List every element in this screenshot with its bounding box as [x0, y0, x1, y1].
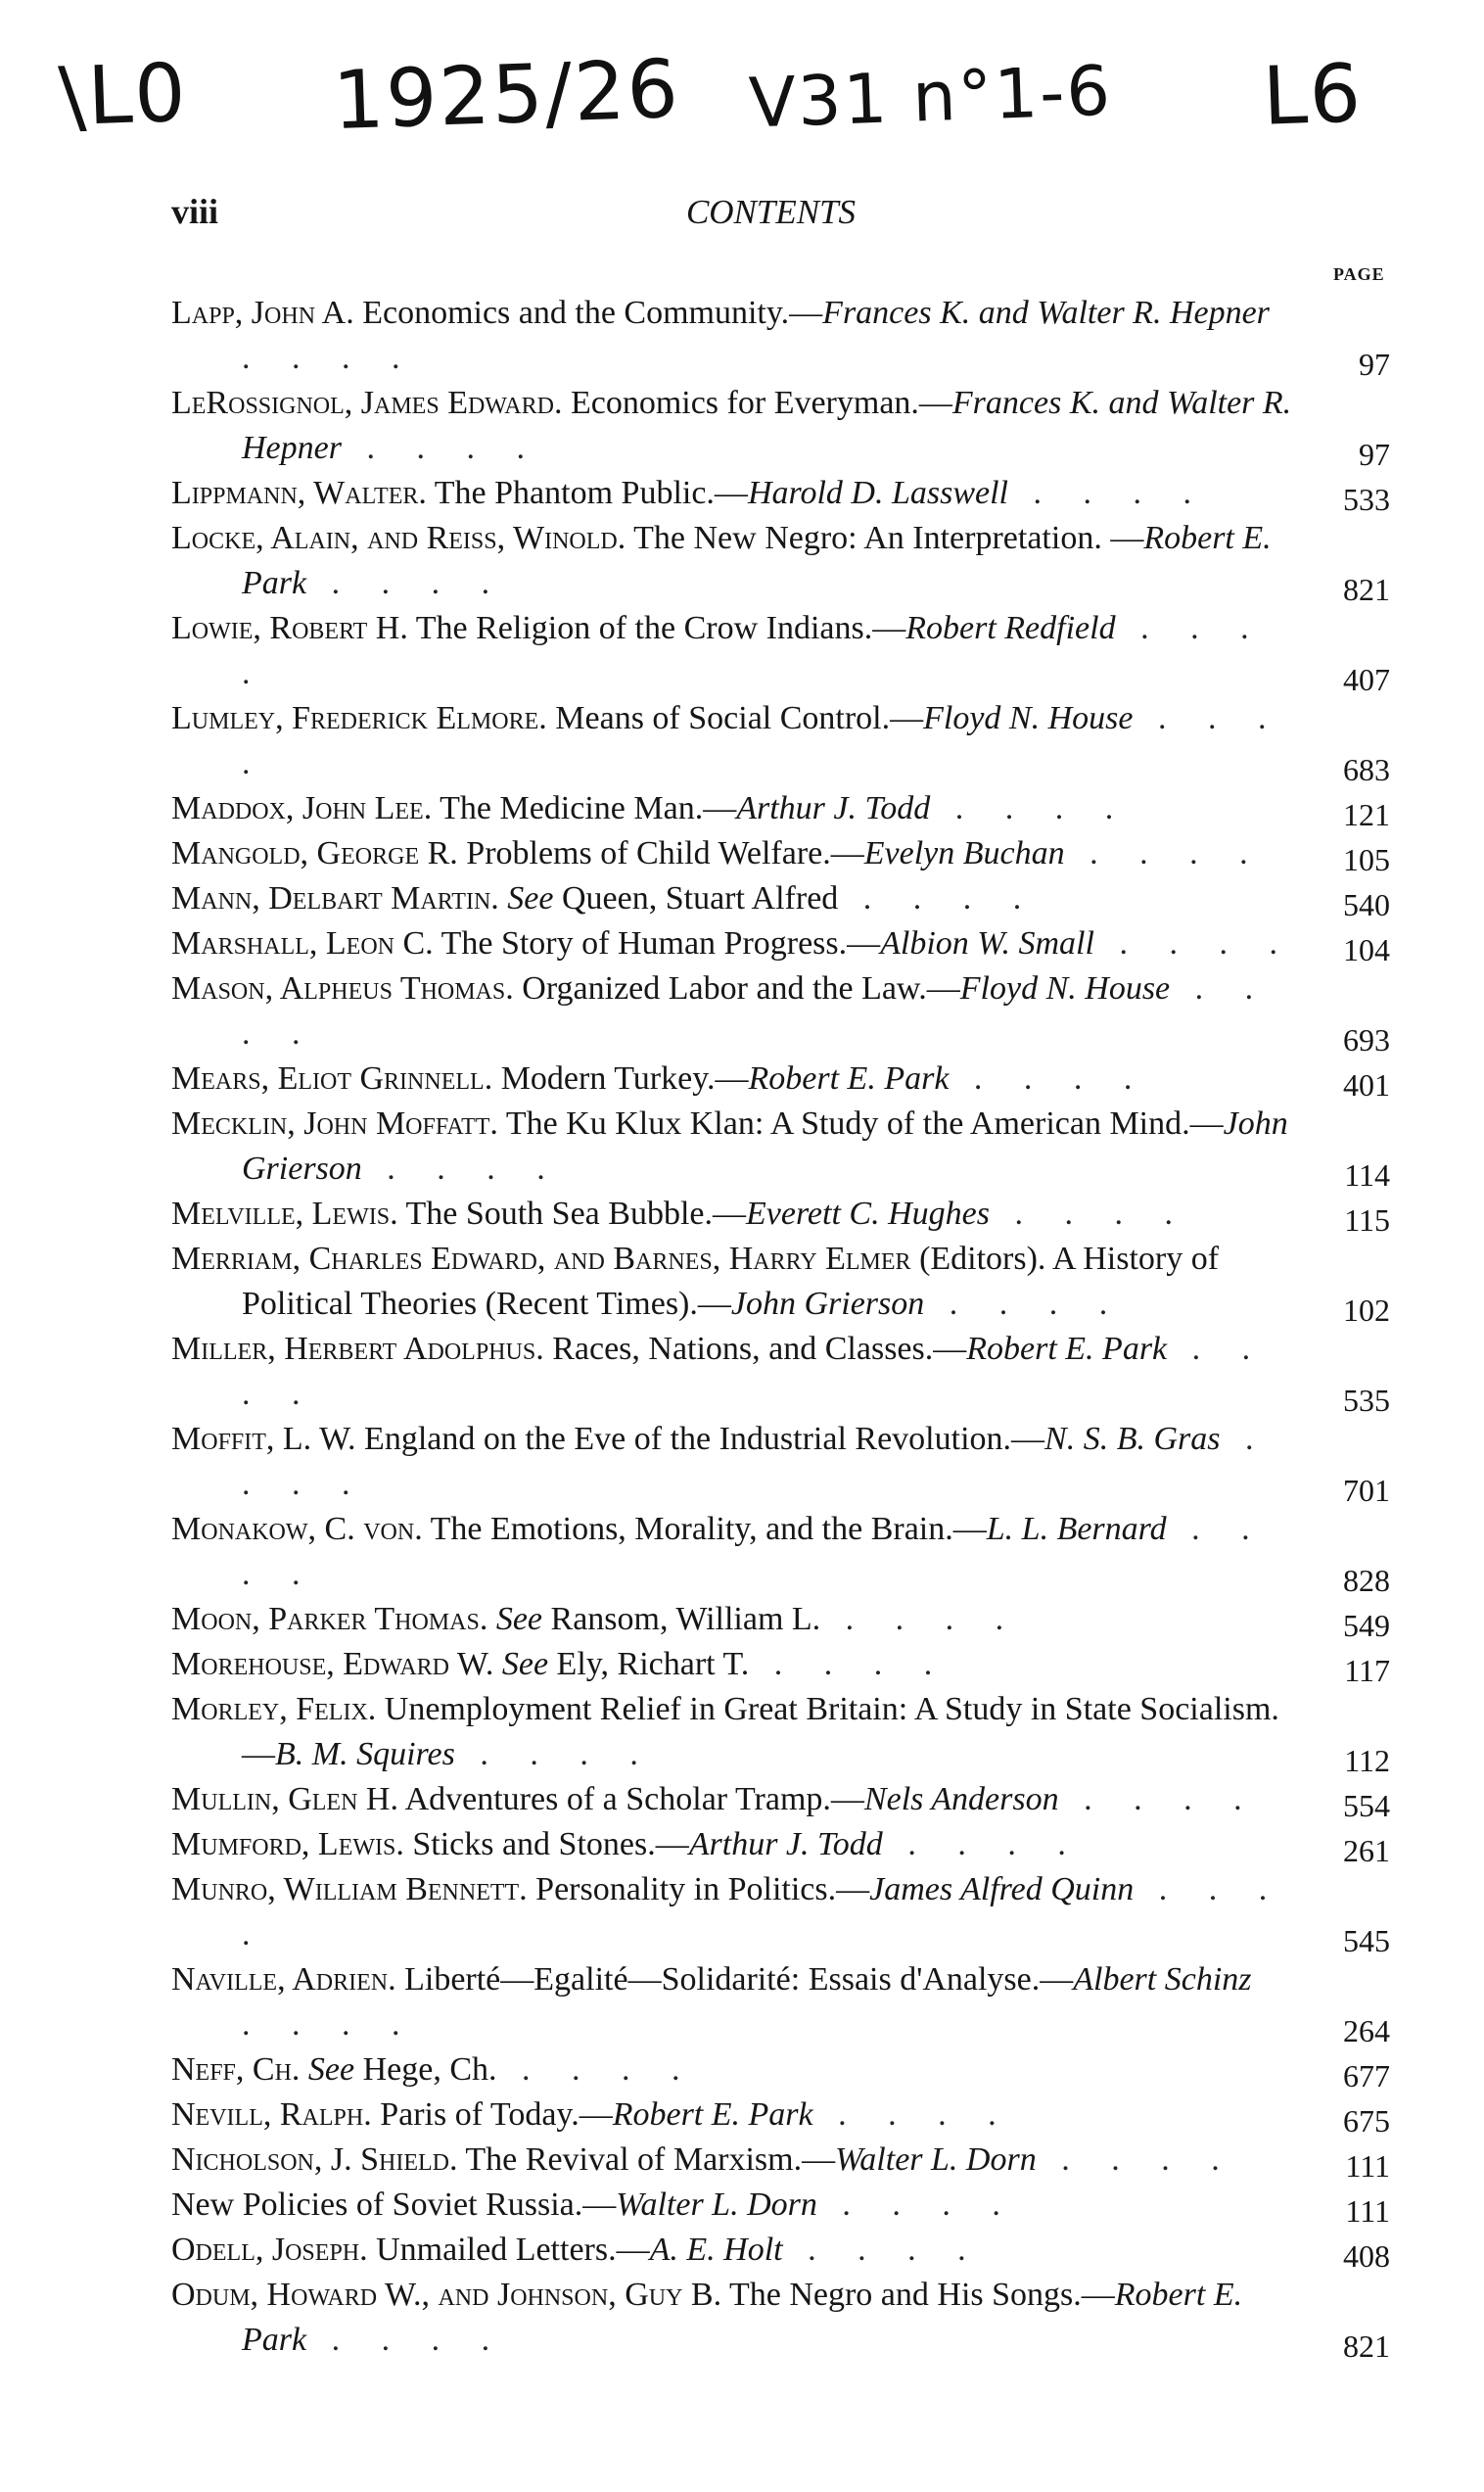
entry-author: Mears, Eliot Grinnell. [171, 1060, 493, 1097]
contents-entry [171, 1957, 1390, 2047]
leader-dots: . . . . [242, 340, 417, 376]
entry-title: Paris of Today.— [380, 2096, 613, 2133]
entry-page-number: 533 [1343, 482, 1390, 517]
entry-page-number: 121 [1343, 797, 1390, 832]
leader-dots: . . . . [782, 2232, 983, 2268]
entry-author: Munro, William Bennett. [171, 1871, 528, 1907]
entry-title: Unmailed Letters.— [376, 2232, 650, 2268]
entry-reviewer: Robert Redfield [905, 610, 1116, 646]
entry-title: Liberté—Egalité—Solidarité: Essais d'Analyse.— [404, 1961, 1074, 1998]
contents-entry [171, 876, 1390, 921]
entry-page-number: 115 [1344, 1202, 1390, 1238]
entry-title: Races, Nations, and Classes.— [552, 1331, 967, 1367]
entry-page-number: 821 [1343, 2328, 1390, 2364]
entry-author: Lumley, Frederick Elmore. [171, 700, 547, 736]
handwritten-annotation [0, 42, 1484, 186]
contents-entry [171, 516, 1390, 606]
entry-title: Ransom, William L. [550, 1601, 821, 1637]
entry-author: Nevill, Ralph. [171, 2096, 372, 2133]
entry-title: (Editors). A History of Political Theories (Recent Times).— [242, 1241, 1220, 1322]
entry-reviewer: Evelyn Buchan [863, 835, 1065, 871]
entry-reviewer: Frances K. and Walter R. Hepner [822, 295, 1270, 331]
entry-reviewer: Robert E. Park [242, 2277, 1243, 2358]
entry-author: LeRossignol, James Edward. [171, 385, 563, 421]
leader-dots: . . . . [989, 1196, 1189, 1232]
entry-page-number: 102 [1343, 1293, 1390, 1328]
entry-title: England on the Eve of the Industrial Revolution.— [364, 1421, 1045, 1457]
entry-author: Melville, Lewis. [171, 1196, 398, 1232]
entry-reviewer: Frances K. and Walter R. Hepner [242, 385, 1292, 466]
entry-title: Problems of Child Welfare.— [466, 835, 864, 871]
contents-entry [171, 2138, 1390, 2183]
entry-title: The South Sea Bubble.— [405, 1196, 746, 1232]
contents-entry [171, 1417, 1390, 1507]
entry-author: Marshall, Leon C. [171, 925, 434, 962]
entry-reviewer: Arthur J. Todd [688, 1826, 883, 1862]
entry-reviewer: Robert E. Park [966, 1331, 1168, 1367]
entry-page-number: 549 [1343, 1608, 1390, 1643]
leader-dots: . . . . [242, 1871, 1284, 1952]
entry-author: Mumford, Lewis. [171, 1826, 404, 1862]
entry-title: The Medicine Man.— [440, 790, 737, 826]
entry-title: The Phantom Public.— [434, 475, 748, 511]
contents-entry [171, 1057, 1390, 1102]
leader-dots: . . . . [820, 1601, 1021, 1637]
entry-page-number: 821 [1343, 572, 1390, 607]
entry-title: Adventures of a Scholar Tramp.— [404, 1781, 864, 1817]
entry-page-number: 828 [1343, 1563, 1390, 1598]
leader-dots: . . . . [242, 610, 1266, 691]
entry-reviewer: Robert E. Park [612, 2096, 813, 2133]
entry-page-number: 97 [1359, 347, 1390, 382]
page-column-label: PAGE [1333, 264, 1385, 284]
entry-page-number: 545 [1343, 1923, 1390, 1958]
contents-entry [171, 1687, 1390, 1777]
contents-entry [171, 696, 1390, 786]
entry-reviewer: Arthur J. Todd [736, 790, 931, 826]
contents-list [171, 291, 1390, 2363]
entry-page-number: 677 [1343, 2058, 1390, 2093]
entry-title: The Revival of Marxism.— [465, 2141, 836, 2178]
leader-dots: . . . . [1036, 2141, 1236, 2178]
entry-page-number: 97 [1359, 437, 1390, 472]
entry-title: The Religion of the Crow Indians.— [415, 610, 906, 646]
entry-page-number: 264 [1343, 2013, 1390, 2048]
contents-entry [171, 381, 1390, 471]
contents-entry [171, 1327, 1390, 1417]
entry-reviewer: Walter L. Dorn [835, 2141, 1037, 2178]
entry-title: Means of Social Control.— [555, 700, 924, 736]
entry-reviewer: Harold D. Lasswell [747, 475, 1008, 511]
entry-author: Mangold, George R. [171, 835, 458, 871]
entry-page-number: 535 [1343, 1383, 1390, 1418]
contents-entry [171, 1867, 1390, 1957]
contents-entry [171, 471, 1390, 516]
entry-author: Mason, Alpheus Thomas. [171, 970, 514, 1007]
entry-page-number: 675 [1343, 2103, 1390, 2139]
entry-title: The Negro and His Songs.— [728, 2277, 1115, 2313]
handwritten-note-4: L6 [1261, 47, 1365, 144]
contents-entry [171, 786, 1390, 831]
running-head: CONTENTS [685, 193, 857, 231]
contents-entry [171, 291, 1390, 381]
entry-see-label: See [495, 1601, 543, 1637]
contents-entry [171, 1822, 1390, 1867]
contents-entry [171, 1642, 1390, 1687]
entry-title: Personality in Politics.— [535, 1871, 870, 1907]
entry-author: Locke, Alain, and Reiss, Winold. [171, 520, 626, 556]
entry-title: The Emotions, Morality, and the Brain.— [430, 1511, 987, 1547]
entry-title: The New Negro: An Interpretation. — [633, 520, 1144, 556]
entry-author: Naville, Adrien. [171, 1961, 396, 1998]
leader-dots: . . . . [341, 430, 541, 466]
entry-author: Merriam, Charles Edward, and Barnes, Harry Elmer [171, 1241, 911, 1277]
entry-reviewer: Albion W. Small [880, 925, 1094, 962]
entry-page-number: 693 [1343, 1022, 1390, 1058]
entry-page-number: 408 [1343, 2238, 1390, 2274]
entry-title: Organized Labor and the Law.— [522, 970, 960, 1007]
leader-dots: . . . . [242, 970, 1271, 1052]
entry-page-number: 554 [1343, 1788, 1390, 1823]
entry-author: Miller, Herbert Adolphus. [171, 1331, 544, 1367]
leader-dots: . . . . [1064, 835, 1265, 871]
contents-entry [171, 1507, 1390, 1597]
entry-title: Queen, Stuart Alfred [561, 880, 839, 917]
page-header [171, 191, 1370, 240]
entry-reviewer: Robert E. Park [242, 520, 1272, 601]
entry-author: Odell, Joseph. [171, 2232, 368, 2268]
entry-title: New Policies of Soviet Russia.— [171, 2186, 617, 2223]
entry-author: Lapp, John A. [171, 295, 354, 331]
leader-dots: . . . . [1058, 1781, 1259, 1817]
entry-page-number: 683 [1343, 752, 1390, 787]
entry-author: Mann, Delbart Martin. [171, 880, 499, 917]
leader-dots: . . . . [930, 790, 1131, 826]
contents-entry [171, 606, 1390, 696]
contents-entry [171, 1192, 1390, 1237]
leader-dots: . . . . [882, 1826, 1083, 1862]
entry-title: Modern Turkey.— [500, 1060, 749, 1097]
entry-author: Lowie, Robert H. [171, 610, 408, 646]
entry-author: Lippmann, Walter. [171, 475, 427, 511]
entry-title: Hege, Ch. [362, 2051, 497, 2088]
leader-dots: . . . . [1008, 475, 1208, 511]
entry-page-number: 701 [1343, 1473, 1390, 1508]
entry-reviewer: Albert Schinz [1073, 1961, 1252, 1998]
entry-page-number: 111 [1345, 2193, 1390, 2229]
entry-author: Odum, Howard W., and Johnson, Guy B. [171, 2277, 722, 2313]
entry-page-number: 117 [1344, 1653, 1390, 1688]
entry-page-number: 114 [1344, 1157, 1390, 1193]
entry-page-number: 261 [1343, 1833, 1390, 1868]
contents-entry [171, 2183, 1390, 2228]
entry-see-label: See [507, 880, 554, 917]
entry-reviewer: L. L. Bernard [986, 1511, 1167, 1547]
contents-entry [171, 1237, 1390, 1327]
entry-title: Economics and the Community.— [362, 295, 823, 331]
entry-reviewer: James Alfred Quinn [869, 1871, 1135, 1907]
leader-dots: . . . . [838, 880, 1039, 917]
contents-entry [171, 831, 1390, 876]
entry-reviewer: Floyd N. House [959, 970, 1171, 1007]
contents-entry [171, 2092, 1390, 2138]
contents-entry [171, 1597, 1390, 1642]
leader-dots: . . . . [454, 1736, 655, 1772]
entry-page-number: 401 [1343, 1067, 1390, 1103]
page-number: viii [171, 192, 219, 231]
entry-reviewer: N. S. B. Gras [1044, 1421, 1221, 1457]
entry-author: Neff, Ch. [171, 2051, 301, 2088]
entry-reviewer: A. E. Holt [649, 2232, 783, 2268]
entry-author: Maddox, John Lee. [171, 790, 433, 826]
leader-dots: . . . . [812, 2096, 1013, 2133]
entry-page-number: 540 [1343, 887, 1390, 922]
leader-dots: . . . . [242, 2006, 417, 2043]
leader-dots: . . . . [306, 565, 507, 601]
handwritten-note-2: 1925/26 [331, 42, 682, 149]
entry-see-label: See [501, 1646, 549, 1682]
contents-entry [171, 2047, 1390, 2092]
entry-page-number: 105 [1343, 842, 1390, 877]
handwritten-note-1: \L0 [57, 46, 190, 145]
contents-entry [171, 921, 1390, 966]
leader-dots: . . . . [242, 1421, 1271, 1502]
entry-author: Morley, Felix. [171, 1691, 377, 1727]
entry-page-number: 104 [1343, 932, 1390, 967]
entry-page-number: 407 [1343, 662, 1390, 697]
entry-reviewer: Robert E. Park [748, 1060, 950, 1097]
entry-author: Morehouse, Edward W. [171, 1646, 494, 1682]
entry-reviewer: John Grierson [730, 1286, 925, 1322]
entry-see-label: See [307, 2051, 355, 2088]
contents-entry [171, 966, 1390, 1057]
leader-dots: . . . . [1093, 925, 1294, 962]
contents-entry [171, 1102, 1390, 1192]
entry-author: Nicholson, J. Shield. [171, 2141, 458, 2178]
entry-reviewer: Nels Anderson [863, 1781, 1059, 1817]
leader-dots: . . . . [242, 700, 1283, 781]
entry-page-number: 111 [1345, 2148, 1390, 2184]
entry-title: Economics for Everyman.— [570, 385, 952, 421]
entry-page-number: 112 [1344, 1743, 1390, 1778]
leader-dots: . . . . [924, 1286, 1125, 1322]
entry-title: The Story of Human Progress.— [441, 925, 881, 962]
leader-dots: . . . . [496, 2051, 697, 2088]
leader-dots: . . . . [242, 1331, 1268, 1412]
contents-entry [171, 2228, 1390, 2273]
entry-author: Moffit, L. W. [171, 1421, 356, 1457]
leader-dots: . . . . [816, 2186, 1017, 2223]
leader-dots: . . . . [949, 1060, 1149, 1097]
entry-author: Moon, Parker Thomas. [171, 1601, 488, 1637]
entry-reviewer: Floyd N. House [923, 700, 1134, 736]
leader-dots: . . . . [361, 1151, 562, 1187]
entry-title: Ely, Richart T. [556, 1646, 750, 1682]
entry-title: The Ku Klux Klan: A Study of the American Mind.— [505, 1105, 1224, 1142]
leader-dots: . . . . [749, 1646, 950, 1682]
contents-entry [171, 2273, 1390, 2363]
entry-reviewer: Everett C. Hughes [746, 1196, 990, 1232]
contents-entry [171, 1777, 1390, 1822]
entry-author: Monakow, C. von. [171, 1511, 423, 1547]
entry-title: Sticks and Stones.— [412, 1826, 689, 1862]
leader-dots: . . . . [306, 2322, 507, 2358]
entry-reviewer: B. M. Squires [275, 1736, 455, 1772]
entry-author: Mecklin, John Moffatt. [171, 1105, 498, 1142]
leader-dots: . . . . [242, 1511, 1267, 1592]
entry-reviewer: Walter L. Dorn [616, 2186, 817, 2223]
entry-author: Mullin, Glen H. [171, 1781, 398, 1817]
entry-title: Unemployment Relief in Great Britain: A Study in State Socialism.— [242, 1691, 1279, 1772]
handwritten-note-3: V31 n°1-6 [747, 50, 1114, 144]
entry-reviewer: John Grierson [242, 1105, 1288, 1187]
